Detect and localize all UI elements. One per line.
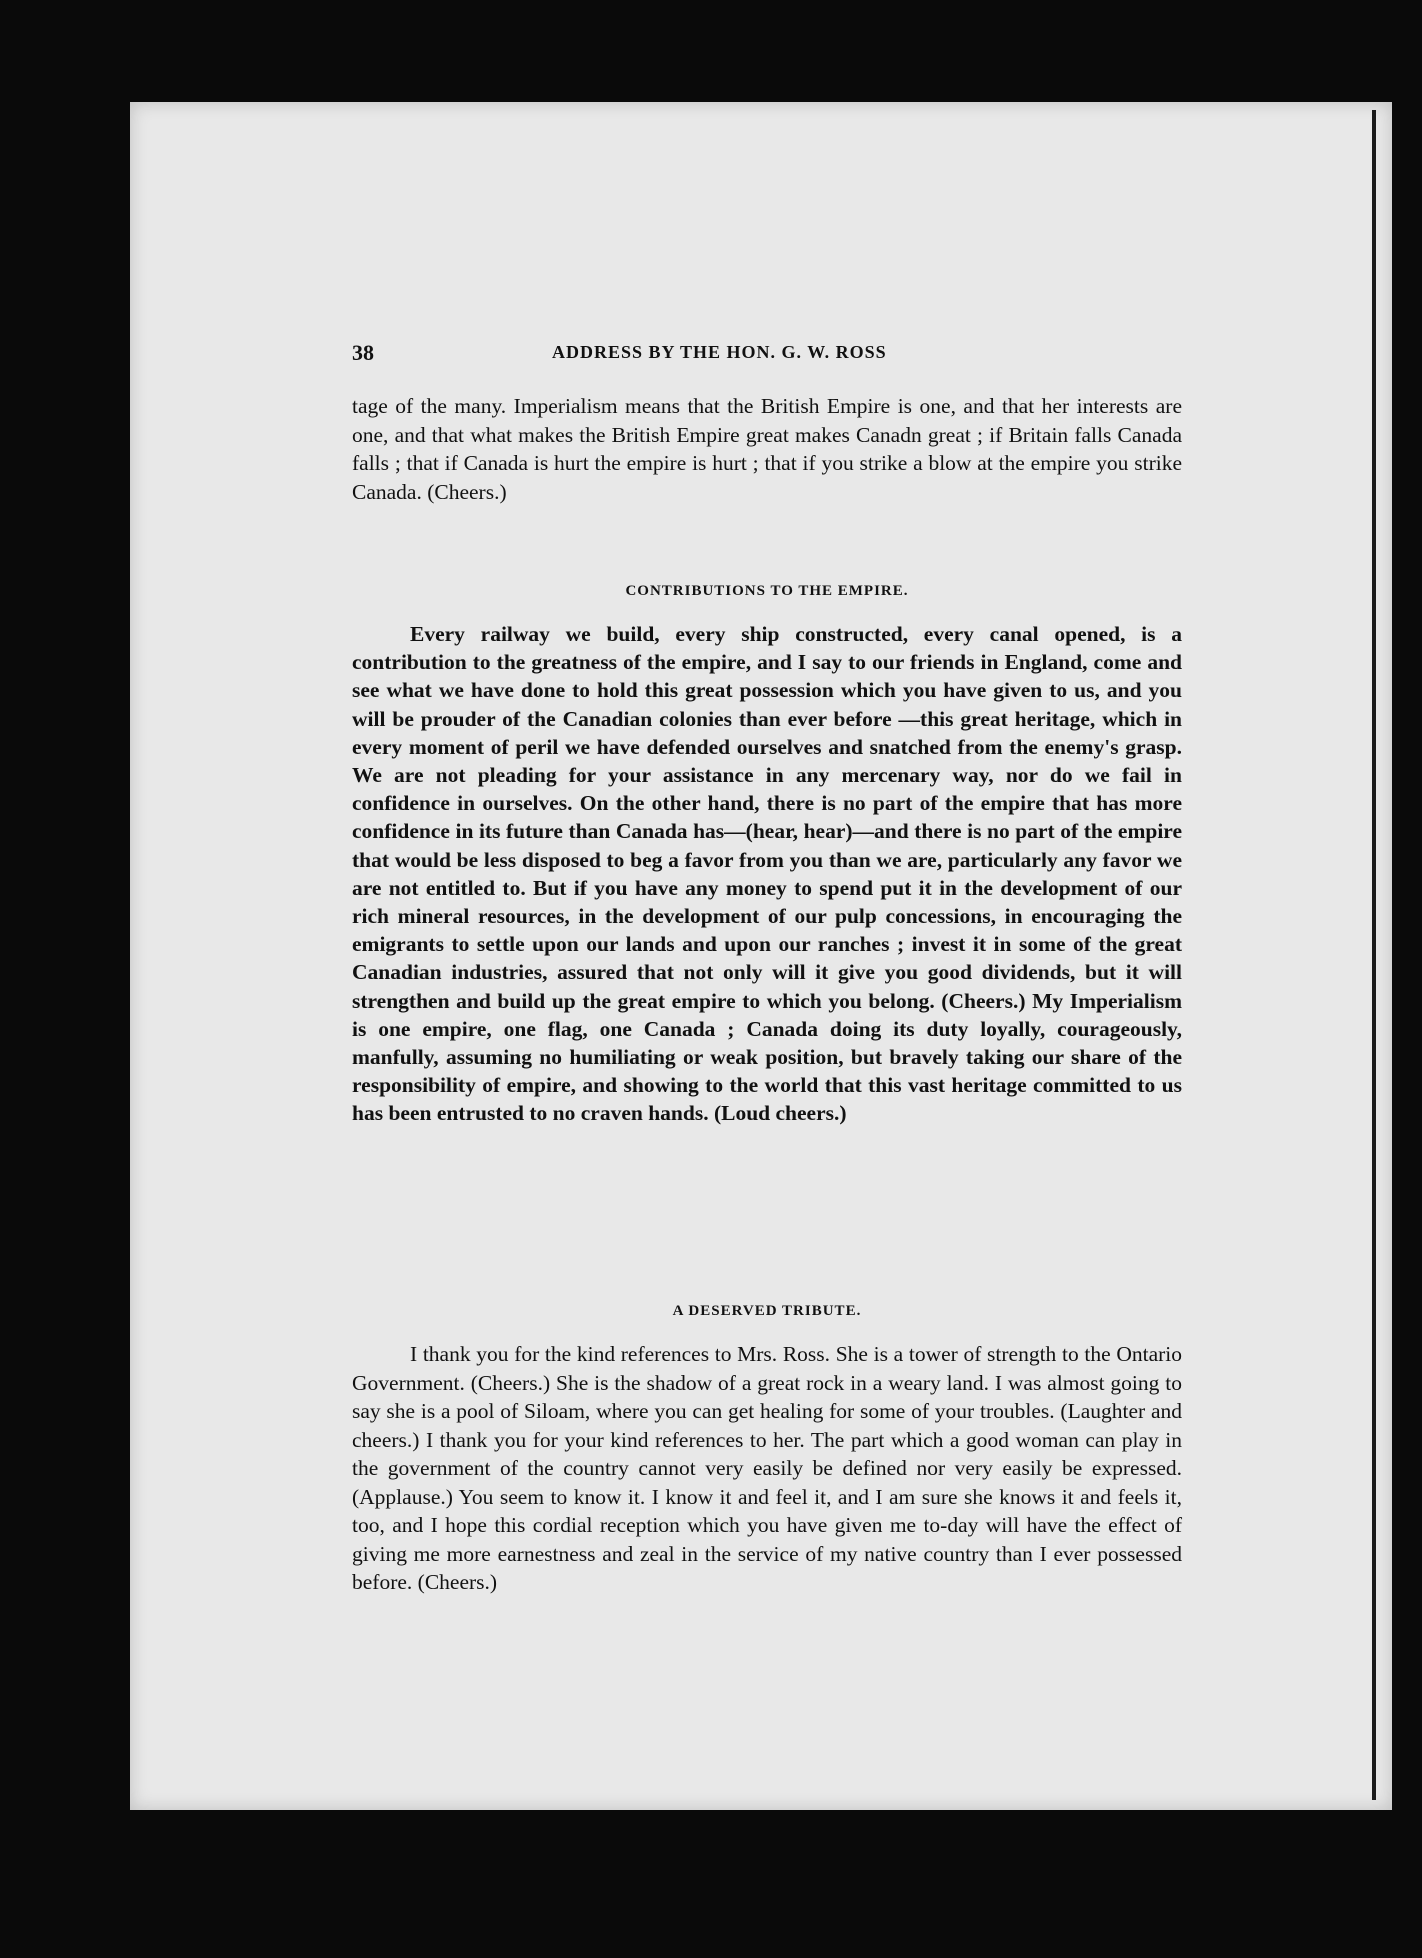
section-heading-contributions: CONTRIBUTIONS TO THE EMPIRE. [625, 583, 909, 599]
running-head [352, 340, 992, 370]
running-title: ADDRESS BY THE HON. G. W. ROSS [552, 342, 887, 362]
tribute-paragraph: I thank you for the kind references to Mrs. Ross. She is a tower of strength to the Ontario Government. (Cheers.) She is the shadow of a great rock in a weary land. I was almost going to say she is a pool of Siloam, where you can get healing for some of your troubles. (Laughter and cheers.) I thank you for your kind references to her. The part which a good woman can play in the government of the country cannot very easily be defined nor very easily be expressed. (Applause.) You seem to know it. I know it and feel it, and I am sure she knows it and feels it, too, and I hope this cordial reception which you have given me to-day will have the effect of giving me more earnestness and zeal in the service of my native country than I ever possessed before. (Cheers.) [352, 1342, 1182, 1594]
section-heading-tribute: A DESERVED TRIBUTE. [672, 1303, 862, 1319]
page-edge [1372, 110, 1376, 1800]
page-number: 38 [352, 340, 374, 365]
contributions-paragraph: Every railway we build, every ship constructed, every canal opened, is a contribution to the greatness of the empire, and I say to our friends in England, come and see what we have done to hold this great possession which you have given to us, and you will be prouder of the Canadian colonies than ever before —this great heritage, which in every moment of peril we have defended ourselves and snatched from the enemy's grasp. We are not pleading for your assistance in any mercenary way, nor do we fail in confidence in ourselves. On the other hand, there is no part of the empire that has more confidence in its future than Canada has—(hear, hear)—and there is no part of the empire that would be less disposed to beg a favor from you than we are, particularly any favor we are not entitled to. But if you have any money to spend put it in the development of our rich mineral resources, in the development of our pulp concessions, in encouraging the emigrants to settle upon our lands and upon our ranches ; invest it in some of the great Canadian industries, assured that not only will it give you good dividends, but it will strengthen and build up the great empire to which you belong. (Cheers.) My Imperialism is one empire, one flag, one Canada ; Canada doing its duty loyally, courageously, manfully, assuming no humiliating or weak position, but bravely taking our share of the responsibility of empire, and showing to the world that this vast heritage committed to us has been entrusted to no craven hands. (Loud cheers.) [352, 622, 1182, 1126]
opening-paragraph: tage of the many. Imperialism means that the British Empire is one, and that her interests are one, and that what makes the British Empire great makes Canadn great ; if Britain falls Canada falls ; that if Canada is hurt the empire is hurt ; that if you strike a blow at the empire you strike Canada. (Cheers.) [352, 394, 1182, 504]
